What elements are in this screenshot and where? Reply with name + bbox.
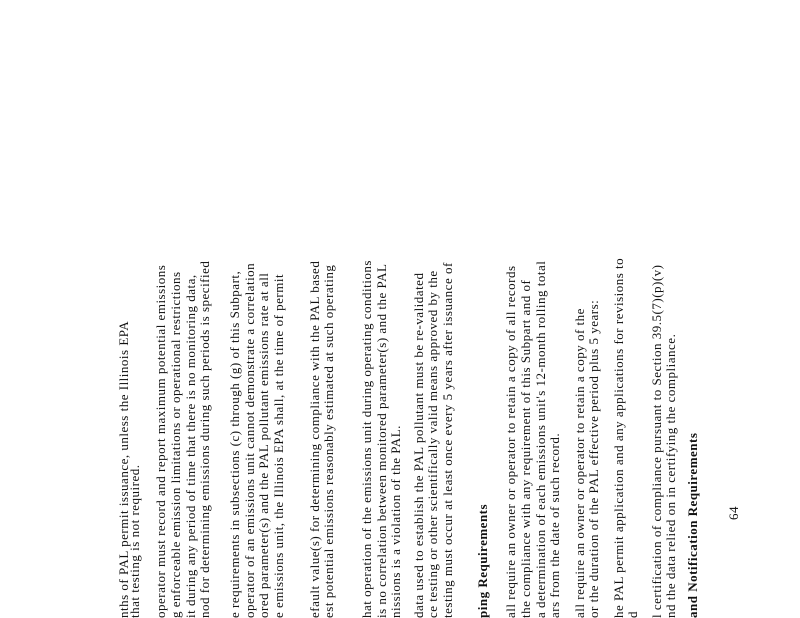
text-line: nod for determining emissions during such periods is specified	[197, 260, 212, 618]
text-line: testing must occur at least once every 5 years after issuance of	[440, 262, 455, 618]
text-line: nths of PAL permit issuance, unless the Illinois EPA	[116, 320, 131, 618]
text-line: est potential emissions reasonably estimated at such operating	[321, 264, 336, 618]
text-line: ce testing or other scientifically valid means approved by the	[425, 270, 440, 618]
text-line: nd the data relied on in certifying the compliance.	[663, 333, 678, 618]
section-heading: ping Requirements	[475, 503, 490, 618]
text-line: e requirements in subsections (c) through (g) of this Subpart,	[227, 270, 242, 618]
text-line: nissions is a violation of the PAL.	[388, 425, 403, 618]
text-line: it during any period of time that there is no monitoring data,	[183, 274, 198, 618]
text-line: all require an owner or operator to retain a copy of all records	[503, 265, 518, 618]
text-line: g enforceable emission limitations or operational restrictions	[168, 271, 183, 618]
text-line: ored parameter(s) and the PAL pollutant emissions rate at all	[256, 272, 271, 618]
text-line: is no correlation between monitored parameter(s) and the PAL	[374, 263, 389, 618]
text-line: or the duration of the PAL effective period plus 5 years:	[586, 299, 601, 618]
text-line: hat operation of the emissions unit during operating conditions	[359, 260, 374, 618]
text-line: the compliance with any requirement of this Subpart and of	[518, 279, 533, 618]
section-heading: and Notification Requirements	[685, 432, 700, 618]
text-line: e emissions unit, the Illinois EPA shall, at the time of permit	[271, 273, 286, 618]
text-line: data used to establish the PAL pollutant must be re-validated	[411, 272, 426, 618]
text-line: a determination of each emissions unit's 12-month rolling total	[533, 260, 548, 618]
text-line: operator must record and report maximum potential emissions	[153, 264, 168, 618]
text-line: he PAL permit application and any applications for revisions to	[611, 257, 626, 618]
page-number: 64	[726, 506, 741, 520]
text-line: all require an owner or operator to retain a copy of the	[572, 308, 587, 618]
text-line: d	[625, 611, 640, 618]
text-line: that testing is not required.	[127, 464, 142, 618]
text-line: l certification of compliance pursuant to Section 39.5(7)(p)(v)	[649, 264, 664, 618]
text-line: efault value(s) for determining compliance with the PAL based	[307, 260, 322, 618]
text-line: operator of an emissions unit cannot demonstrate a correlation	[242, 262, 257, 618]
text-line: ars from the date of such record.	[547, 432, 562, 618]
